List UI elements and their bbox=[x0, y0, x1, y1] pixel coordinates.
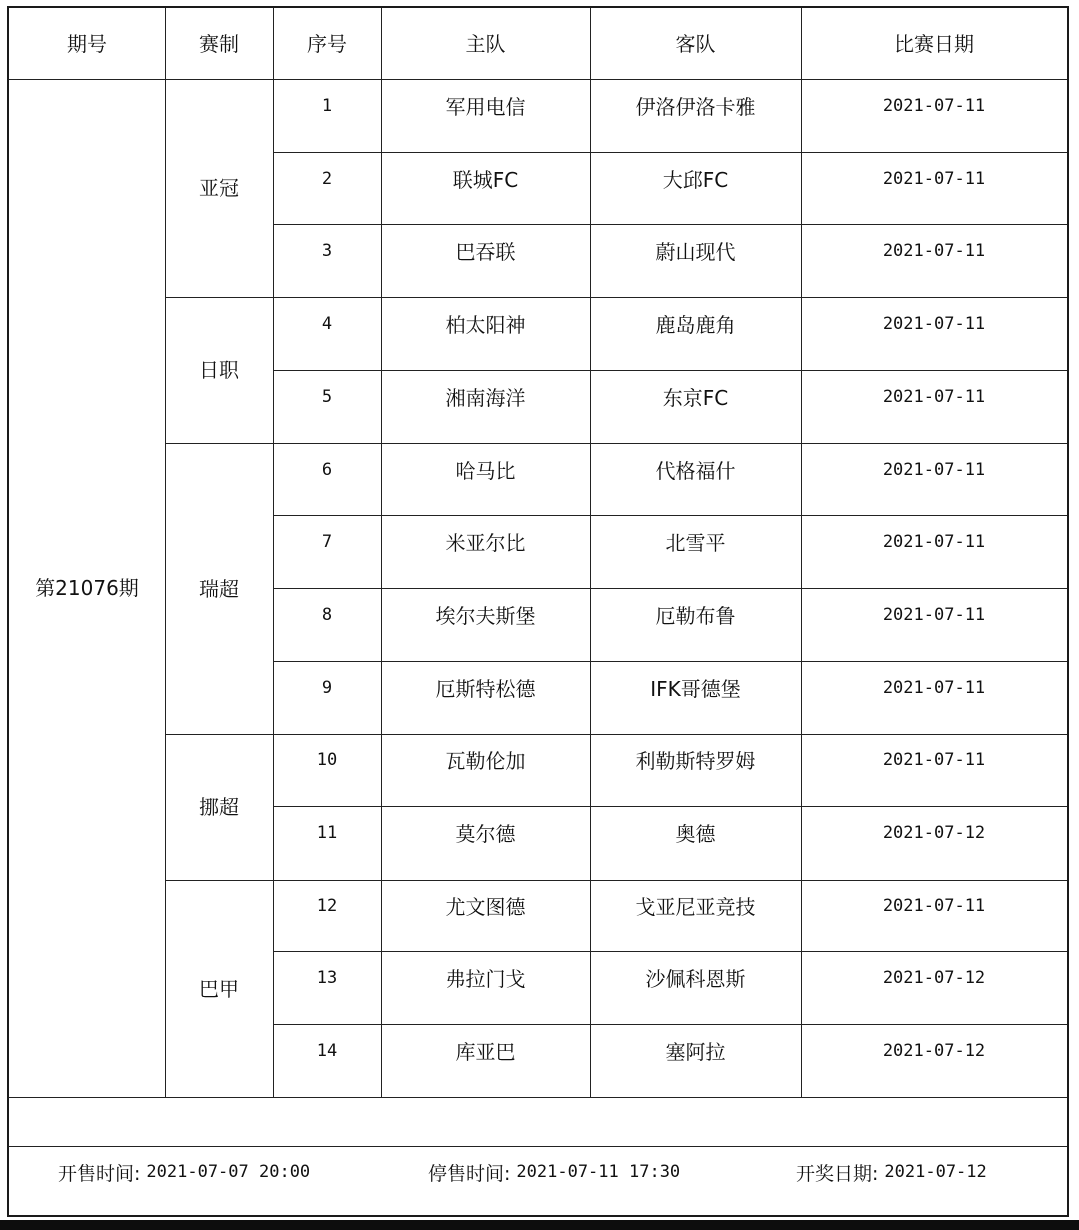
away-team: 代格福什 bbox=[655, 458, 736, 483]
grid-hline bbox=[273, 806, 1067, 807]
match-date: 2021-07-12 bbox=[882, 1041, 986, 1061]
match-no: 4 bbox=[321, 314, 333, 334]
match-date: 2021-07-11 bbox=[882, 532, 986, 552]
home-team: 瓦勒伦加 bbox=[445, 748, 526, 773]
match-date: 2021-07-12 bbox=[882, 968, 986, 988]
home-team: 莫尔德 bbox=[455, 821, 516, 846]
grid-vline bbox=[273, 8, 274, 1097]
match-date: 2021-07-11 bbox=[882, 96, 986, 116]
match-date: 2021-07-11 bbox=[882, 460, 986, 480]
grid-vline bbox=[165, 8, 166, 1097]
match-no: 14 bbox=[316, 1041, 338, 1061]
sale-start-label: 开售时间: bbox=[58, 1162, 141, 1185]
league-cell-allsvenskan: 瑞超 bbox=[199, 576, 239, 601]
grid-hline bbox=[8, 1146, 1067, 1147]
sale-start-value: 2021-07-07 20:00 bbox=[146, 1162, 311, 1182]
match-no: 10 bbox=[316, 750, 338, 770]
sale-stop-label: 停售时间: bbox=[428, 1162, 511, 1185]
away-team: 伊洛伊洛卡雅 bbox=[635, 94, 756, 119]
grid-vline bbox=[801, 8, 802, 1097]
away-team: 戈亚尼亚竞技 bbox=[635, 894, 756, 919]
draw-date-value: 2021-07-12 bbox=[884, 1162, 987, 1182]
away-team: 奥德 bbox=[675, 821, 716, 846]
match-date: 2021-07-11 bbox=[882, 678, 986, 698]
match-no: 8 bbox=[321, 605, 333, 625]
header-no: 序号 bbox=[307, 31, 347, 56]
match-date: 2021-07-11 bbox=[882, 605, 986, 625]
away-team: 北雪平 bbox=[665, 530, 726, 555]
match-date: 2021-07-11 bbox=[882, 241, 986, 261]
sale-stop bbox=[428, 1154, 680, 1190]
league-cell-eliteserien: 挪超 bbox=[199, 795, 239, 819]
match-date: 2021-07-11 bbox=[882, 896, 986, 916]
home-team: 厄斯特松德 bbox=[435, 676, 536, 701]
away-team: IFK哥德堡 bbox=[650, 676, 741, 701]
issue-cell: 第21076期 bbox=[35, 576, 139, 600]
grid-hline bbox=[165, 443, 1067, 444]
home-team: 库亚巴 bbox=[455, 1039, 516, 1064]
header-league: 赛制 bbox=[199, 31, 239, 56]
match-no: 9 bbox=[321, 678, 333, 698]
league-cell-jleague: 日职 bbox=[199, 358, 239, 382]
home-team: 哈马比 bbox=[455, 458, 516, 483]
header-home: 主队 bbox=[465, 31, 506, 56]
away-team: 沙佩科恩斯 bbox=[645, 966, 746, 991]
away-team: 塞阿拉 bbox=[665, 1039, 726, 1064]
away-team: 大邱FC bbox=[662, 167, 729, 192]
match-no: 7 bbox=[321, 532, 333, 552]
sale-stop-value: 2021-07-11 17:30 bbox=[516, 1162, 681, 1182]
grid-hline bbox=[273, 588, 1067, 589]
away-team: 东京FC bbox=[662, 385, 729, 410]
match-date: 2021-07-11 bbox=[882, 750, 986, 770]
grid-hline bbox=[273, 1024, 1067, 1025]
grid-hline bbox=[165, 297, 1067, 298]
bottom-border-bar bbox=[0, 1220, 1079, 1230]
away-team: 厄勒布鲁 bbox=[655, 603, 736, 628]
match-no: 2 bbox=[321, 169, 333, 189]
away-team: 蔚山现代 bbox=[655, 239, 736, 264]
home-team: 米亚尔比 bbox=[445, 530, 526, 555]
home-team: 巴吞联 bbox=[455, 239, 516, 264]
header-away: 客队 bbox=[675, 31, 716, 56]
match-no: 13 bbox=[316, 968, 338, 988]
home-team: 联城FC bbox=[452, 167, 519, 192]
match-no: 1 bbox=[321, 96, 333, 116]
home-team: 尤文图德 bbox=[445, 894, 526, 919]
grid-hline bbox=[273, 951, 1067, 952]
grid-hline bbox=[8, 79, 1067, 80]
home-team: 弗拉门戈 bbox=[445, 966, 526, 991]
match-no: 5 bbox=[321, 387, 333, 407]
league-cell-afc: 亚冠 bbox=[199, 176, 239, 200]
home-team: 埃尔夫斯堡 bbox=[435, 603, 536, 628]
grid-vline bbox=[381, 8, 382, 1097]
match-date: 2021-07-11 bbox=[882, 314, 986, 334]
match-date: 2021-07-12 bbox=[882, 823, 986, 843]
draw-date-label: 开奖日期: bbox=[796, 1162, 879, 1185]
away-team: 鹿岛鹿角 bbox=[655, 312, 736, 337]
match-no: 6 bbox=[321, 460, 333, 480]
home-team: 柏太阳神 bbox=[445, 312, 526, 337]
grid-hline bbox=[165, 880, 1067, 881]
draw-date bbox=[796, 1154, 987, 1190]
match-no: 12 bbox=[316, 896, 338, 916]
grid-hline bbox=[273, 152, 1067, 153]
match-no: 11 bbox=[316, 823, 338, 843]
grid-hline bbox=[273, 515, 1067, 516]
home-team: 军用电信 bbox=[445, 94, 526, 119]
header-issue: 期号 bbox=[67, 31, 107, 56]
grid-hline bbox=[165, 734, 1067, 735]
header-date: 比赛日期 bbox=[894, 31, 974, 56]
grid-hline bbox=[273, 370, 1067, 371]
home-team: 湘南海洋 bbox=[445, 385, 526, 410]
sale-start bbox=[58, 1154, 310, 1190]
match-date: 2021-07-11 bbox=[882, 169, 986, 189]
grid-hline bbox=[273, 661, 1067, 662]
away-team: 利勒斯特罗姆 bbox=[635, 748, 756, 773]
grid-vline bbox=[590, 8, 591, 1097]
grid-hline bbox=[273, 224, 1067, 225]
match-no: 3 bbox=[321, 241, 333, 261]
league-cell-brasileirao: 巴甲 bbox=[199, 976, 239, 1001]
match-date: 2021-07-11 bbox=[882, 387, 986, 407]
grid-hline bbox=[8, 1097, 1067, 1098]
